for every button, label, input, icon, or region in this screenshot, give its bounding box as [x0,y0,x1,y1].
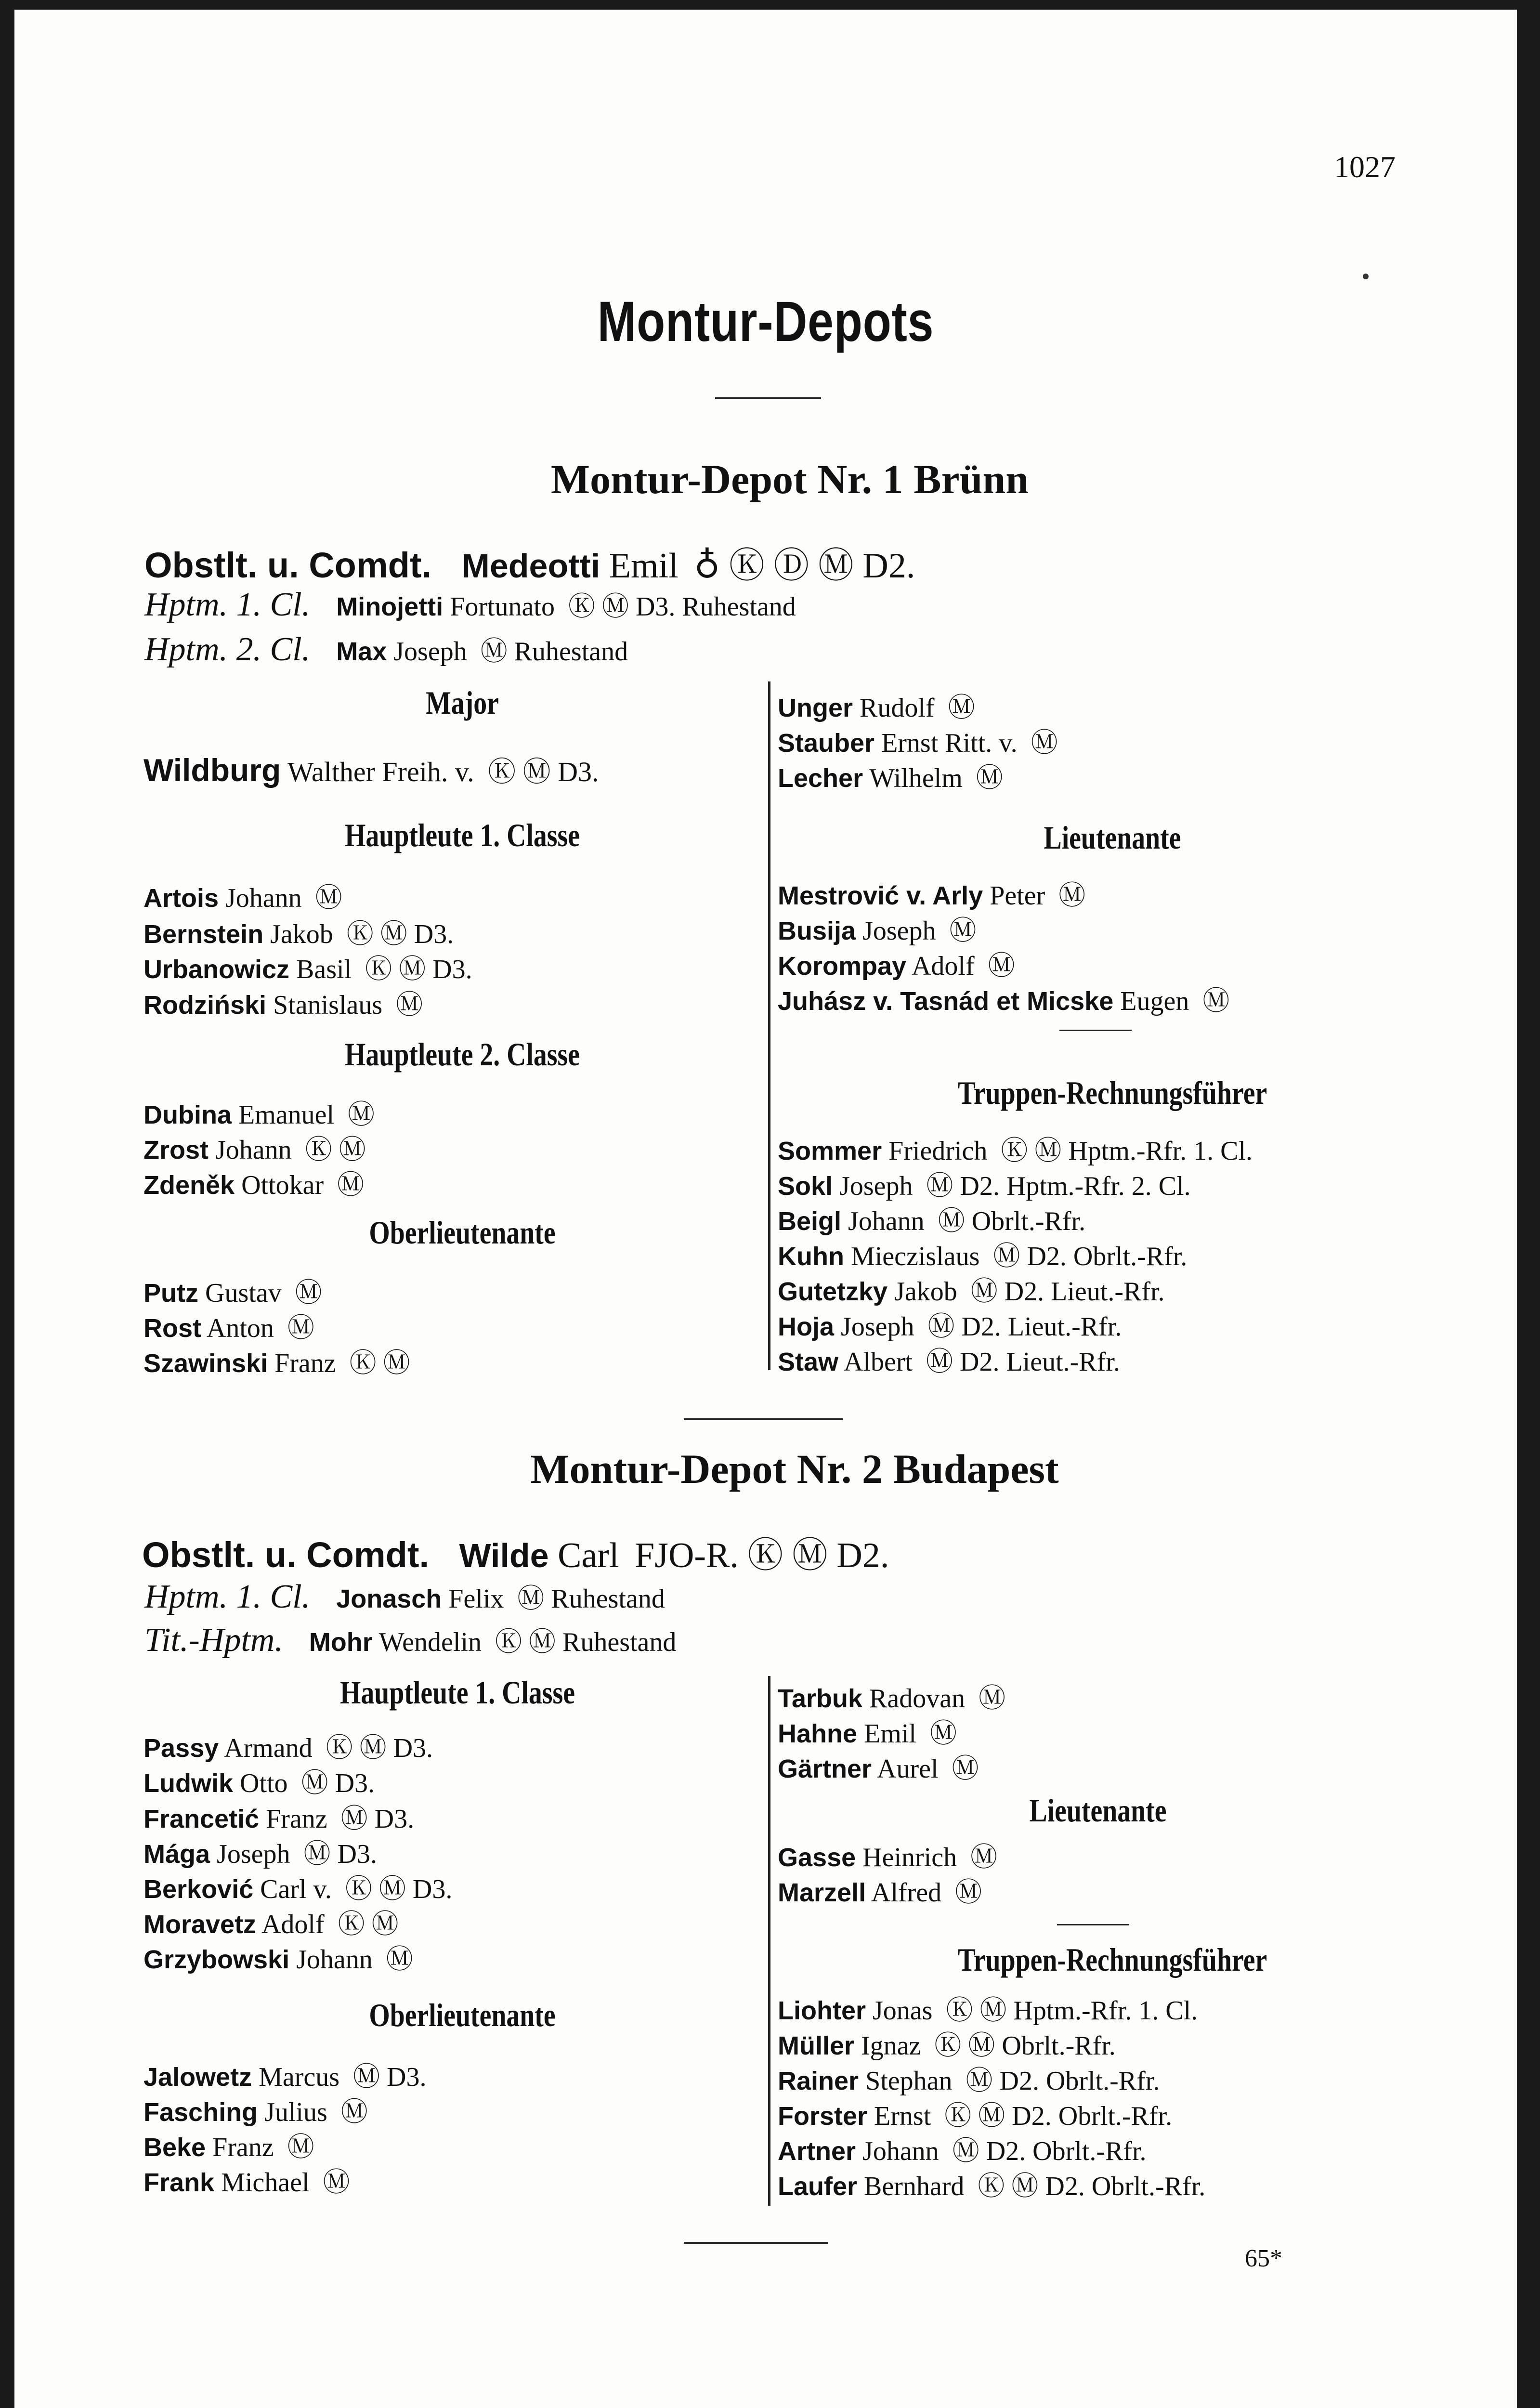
entry-marks: Ⓜ [929,1719,957,1749]
roster-entry [778,1712,957,1751]
entry-surname: Forster [778,2102,868,2131]
entry-surname: Gutetzky [778,1277,888,1306]
staff-surname: Minojetti [336,592,444,621]
entry-given: Walther Freih. v. [287,756,474,787]
entry-surname: Stauber [778,729,875,758]
roster-entry [778,1836,997,1874]
entry-surname: Ludwik [144,1769,233,1798]
entry-marks: Ⓜ [295,1278,322,1308]
entry-surname: Zdeněk [144,1171,235,1200]
entry-given: Ernst [874,2101,931,2131]
roster-entry [778,909,977,948]
entry-given: Joseph [839,1171,913,1201]
staff-given: Felix [448,1584,504,1614]
entry-given: Heinrich [862,1843,957,1872]
staff-marks: FJO-R. Ⓚ Ⓜ D2. [635,1536,889,1575]
roster-entry [144,2161,350,2199]
section-heading: Truppen-Rechnungsführer [957,1941,1267,1978]
entry-surname: Mága [144,1840,210,1869]
entry-surname: Unger [778,694,853,722]
roster-entry [778,2130,1147,2168]
page-number: 1027 [1334,150,1396,184]
staff-rank: Obstlt. u. Comdt. [144,545,432,585]
entry-given: Alfred [871,1878,942,1908]
staff-surname: Medeotti [461,547,600,585]
entry-surname: Kuhn [778,1242,844,1271]
entry-given: Johann [848,1206,925,1236]
staff-line [144,585,796,624]
entry-surname: Sommer [778,1137,882,1165]
entry-given: Radovan [869,1684,966,1714]
entry-surname: Hahne [778,1719,858,1748]
entry-surname: Liohter [778,1996,866,2025]
entry-marks: Ⓜ D3. [303,1839,377,1869]
entry-marks: Ⓜ D2. Obrlt.-Rfr. [952,2136,1147,2166]
entry-given: Bernhard [864,2172,965,2201]
section-heading: Lieutenante [1044,819,1181,856]
entry-marks: Ⓚ Ⓜ [338,1910,399,1939]
entry-given: Ottokar [241,1170,324,1200]
entry-given: Franz [266,1804,327,1834]
entry-surname: Wildburg [144,752,281,788]
entry-marks: Ⓜ D2. Hptm.-Rfr. 2. Cl. [926,1171,1191,1201]
entry-given: Basil [296,955,352,984]
roster-entry [144,1797,414,1836]
roster-entry [144,1727,433,1765]
roster-entry [144,1832,377,1871]
roster-entry [778,1235,1187,1273]
staff-rank: Obstlt. u. Comdt. [142,1535,430,1575]
entry-surname: Rost [144,1314,201,1343]
staff-line [144,1577,665,1616]
entry-given: Adolf [911,951,975,981]
entry-surname: Artner [778,2137,856,2166]
entry-marks: Ⓚ Ⓜ D3. [326,1733,433,1763]
section-heading: Major [426,684,499,721]
entry-given: Mieczislaus [850,1242,980,1271]
entry-marks: Ⓜ [396,990,423,1020]
entry-given: Emanuel [238,1100,335,1130]
staff-rank: Hptm. 2. Cl. [144,631,311,668]
entry-marks: Ⓚ Ⓜ D2. Obrlt.-Rfr. [944,2101,1173,2131]
entry-given: Joseph [841,1312,914,1342]
roster-entry [778,1129,1253,1168]
entry-surname: Gasse [778,1843,856,1872]
roster-entry [778,874,1085,913]
roster-entry [778,1747,979,1786]
entry-marks: Ⓜ D3. [353,2062,427,2092]
entry-surname: Rodziński [144,991,267,1020]
entry-surname: Tarbuk [778,1684,863,1713]
entry-marks: Ⓜ D2. Obrlt.-Rfr. [966,2066,1160,2096]
entry-surname: Putz [144,1279,198,1308]
roster-entry [144,1093,375,1132]
entry-given: Eugen [1120,986,1189,1016]
entry-given: Franz [274,1348,336,1378]
entry-marks: Ⓜ [315,883,342,913]
roster-entry [778,2024,1116,2063]
column-divider [768,1676,770,2206]
entry-given: Franz [212,2133,274,2162]
entry-given: Johann [862,2136,939,2166]
staff-line [144,537,915,588]
section-heading: Hauptleute 1. Classe [345,817,580,853]
entry-marks: Ⓚ Ⓜ D3. [488,756,599,787]
roster-entry [144,913,454,951]
entry-surname: Jalowetz [144,2063,252,2092]
entry-given: Johann [296,1945,373,1975]
roster-entry [144,1762,375,1800]
entry-surname: Staw [778,1348,839,1376]
roster-entry [778,944,1015,983]
entry-marks: Ⓚ Ⓜ Hptm.-Rfr. 1. Cl. [1001,1136,1253,1166]
staff-marks: Ⓚ Ⓜ Ruhestand [495,1627,677,1657]
roster-entry [778,1989,1198,2028]
entry-given: Armand [224,1733,313,1763]
roster-entry [778,757,1003,795]
entry-given: Stanislaus [273,990,383,1020]
entry-given: Jakob [894,1277,957,1307]
entry-surname: Korompay [778,952,907,981]
roster-entry [144,2091,368,2129]
roster-entry [144,2126,314,2164]
column-divider [768,681,770,1370]
staff-marks: ♁ Ⓚ Ⓓ Ⓜ D2. [694,546,915,586]
staff-given: Joseph [393,637,467,667]
entry-given: Albert [843,1347,913,1377]
entry-surname: Hoja [778,1312,835,1341]
roster-entry [144,1903,399,1941]
entry-marks: Ⓚ Ⓜ D3. [345,1874,453,1904]
roster-entry [144,948,472,986]
staff-given: Wendelin [378,1627,482,1657]
entry-marks: Ⓚ Ⓜ [349,1348,410,1378]
roster-entry [778,686,975,725]
entry-surname: Moravetz [144,1910,257,1939]
depot-divider [684,1418,843,1420]
entry-surname: Beke [144,2133,206,2162]
roster-entry [778,1200,1085,1238]
entry-marks: Ⓜ [970,1843,998,1872]
entry-surname: Laufer [778,2172,858,2201]
staff-marks: Ⓜ Ruhestand [480,637,628,667]
section-heading: Oberlieutenante [369,1214,556,1251]
roster-entry [144,1164,364,1202]
entry-given: Gustav [205,1278,282,1308]
staff-given: Fortunato [450,592,555,622]
entry-marks: Ⓚ Ⓜ D3. [365,955,472,984]
entry-marks: Ⓚ Ⓜ D2. Obrlt.-Rfr. [978,2172,1206,2201]
entry-given: Anton [206,1313,274,1343]
entry-surname: Dubina [144,1100,232,1129]
entry-given: Joseph [862,916,936,946]
page-title: Montur-Depots [597,290,934,353]
roster-entry [778,1871,982,1910]
entry-surname: Passy [144,1734,219,1763]
entry-surname: Sokl [778,1172,833,1201]
entry-marks: Ⓜ D3. [340,1804,415,1834]
entry-surname: Frank [144,2168,215,2197]
entry-given: Jonas [873,1996,933,2026]
entry-given: Stephan [865,2066,953,2096]
roster-entry [144,1307,314,1345]
entry-surname: Lecher [778,764,863,793]
staff-surname: Max [336,637,387,666]
entry-marks: Ⓜ [1031,728,1058,758]
staff-line [142,1527,889,1578]
entry-marks: Ⓜ [348,1100,375,1130]
entry-marks: Ⓜ [988,951,1015,981]
entry-surname: Fasching [144,2098,258,2127]
entry-given: Joseph [217,1839,290,1869]
roster-entry [778,2059,1160,2098]
entry-marks: Ⓜ [323,2168,350,2198]
section-heading: Hauptleute 1. Classe [340,1674,575,1711]
entry-marks: Ⓜ [287,1313,314,1343]
roster-entry [144,877,342,915]
entry-marks: Ⓜ [979,1684,1006,1714]
entry-surname: Marzell [778,1878,866,1907]
entry-surname: Szawinski [144,1349,268,1378]
entry-surname: Francetić [144,1805,260,1833]
roster-entry [778,1165,1191,1203]
entry-marks: Ⓜ [955,1878,982,1908]
entry-marks: Ⓜ [340,2097,368,2127]
entry-given: Marcus [259,2062,340,2092]
roster-entry [144,1342,410,1380]
entry-given: Emil [864,1719,916,1749]
roster-entry [144,2055,426,2094]
staff-rank: Tit.-Hptm. [144,1622,283,1659]
title-divider [715,397,821,399]
entry-surname: Artois [144,884,219,913]
roster-entry [144,1938,413,1976]
document-page [14,10,1517,2408]
entry-surname: Berković [144,1875,254,1904]
entry-surname: Bernstein [144,920,264,949]
depot-title: Montur-Depot Nr. 2 Budapest [530,1446,1059,1492]
entry-marks: Ⓜ D3. [301,1768,375,1798]
staff-rank: Hptm. 1. Cl. [144,1578,311,1615]
roster-entry [144,1128,366,1167]
staff-marks: Ⓚ Ⓜ D3. Ruhestand [568,592,796,622]
staff-line [144,1621,676,1660]
entry-surname: Mestrović v. Arly [778,881,983,910]
entry-marks: Ⓜ [337,1170,365,1200]
ink-dot [1363,274,1369,279]
entry-marks: Ⓜ [1058,881,1086,911]
entry-surname: Grzybowski [144,1945,290,1974]
section-divider [1059,1030,1132,1031]
staff-surname: Mohr [309,1628,373,1657]
footer-divider [684,2242,828,2244]
section-divider [1057,1924,1129,1925]
section-heading: Truppen-Rechnungsführer [957,1074,1267,1111]
entry-given: Ernst Ritt. v. [881,728,1018,758]
staff-given: Emil [609,546,679,586]
roster-entry [144,749,599,789]
entry-given: Aurel [877,1754,939,1784]
entry-marks: Ⓜ [976,763,1003,793]
roster-entry [778,2165,1205,2203]
entry-given: Michael [221,2168,310,2198]
section-heading: Oberlieutenante [369,1997,556,2033]
entry-surname: Gärtner [778,1754,872,1783]
section-heading: Lieutenante [1029,1792,1167,1829]
roster-entry [778,1270,1165,1309]
entry-marks: Ⓜ D2. Lieut.-Rfr. [970,1277,1165,1307]
staff-given: Carl [558,1536,619,1575]
entry-given: Julius [264,2097,327,2127]
entry-given: Wilhelm [869,763,963,793]
entry-marks: Ⓚ Ⓜ Hptm.-Rfr. 1. Cl. [946,1996,1198,2026]
entry-marks: Ⓜ D2. Lieut.-Rfr. [927,1312,1122,1342]
entry-marks: Ⓜ Obrlt.-Rfr. [938,1206,1086,1236]
staff-surname: Jonasch [336,1584,442,1613]
entry-marks: Ⓚ Ⓜ Obrlt.-Rfr. [934,2031,1116,2061]
entry-surname: Urbanowicz [144,955,290,984]
entry-marks: Ⓜ D2. Lieut.-Rfr. [926,1347,1120,1377]
entry-given: Ignaz [861,2031,921,2061]
entry-marks: Ⓜ [952,1754,979,1784]
entry-marks: Ⓜ [386,1945,413,1975]
roster-entry [144,1868,452,1906]
entry-given: Adolf [261,1910,325,1939]
roster-entry [778,980,1229,1018]
staff-rank: Hptm. 1. Cl. [144,586,311,623]
page-signature: 65* [1245,2245,1282,2272]
entry-given: Carl v. [260,1874,332,1904]
staff-marks: Ⓜ Ruhestand [517,1584,665,1614]
entry-surname: Busija [778,916,856,945]
roster-entry [778,1340,1120,1379]
staff-surname: Wilde [459,1537,549,1574]
entry-surname: Rainer [778,2067,859,2095]
entry-given: Jakob [270,919,333,949]
entry-marks: Ⓚ Ⓜ [305,1135,366,1165]
entry-surname: Juhász v. Tasnád et Micske [778,987,1114,1016]
roster-entry [144,1271,322,1310]
entry-given: Otto [240,1768,288,1798]
entry-given: Friedrich [888,1136,988,1166]
entry-surname: Müller [778,2031,855,2060]
entry-given: Johann [215,1135,292,1165]
entry-surname: Beigl [778,1207,842,1236]
roster-entry [778,2094,1172,2133]
roster-entry [144,983,423,1022]
entry-marks: Ⓜ [287,2133,314,2162]
staff-line [144,630,628,669]
entry-marks: Ⓜ [948,693,975,723]
depot-title: Montur-Depot Nr. 1 Brünn [550,456,1029,502]
roster-entry [778,1305,1122,1344]
entry-given: Rudolf [860,693,935,723]
entry-marks: Ⓜ D2. Obrlt.-Rfr. [993,1242,1188,1271]
entry-marks: Ⓜ [1202,986,1230,1016]
roster-entry [778,721,1058,760]
entry-given: Peter [990,881,1045,911]
entry-given: Johann [225,883,302,913]
entry-marks: Ⓜ [949,916,977,946]
entry-surname: Zrost [144,1136,209,1165]
entry-marks: Ⓚ Ⓜ D3. [346,919,454,949]
roster-entry [778,1677,1005,1715]
section-heading: Hauptleute 2. Classe [345,1036,580,1073]
